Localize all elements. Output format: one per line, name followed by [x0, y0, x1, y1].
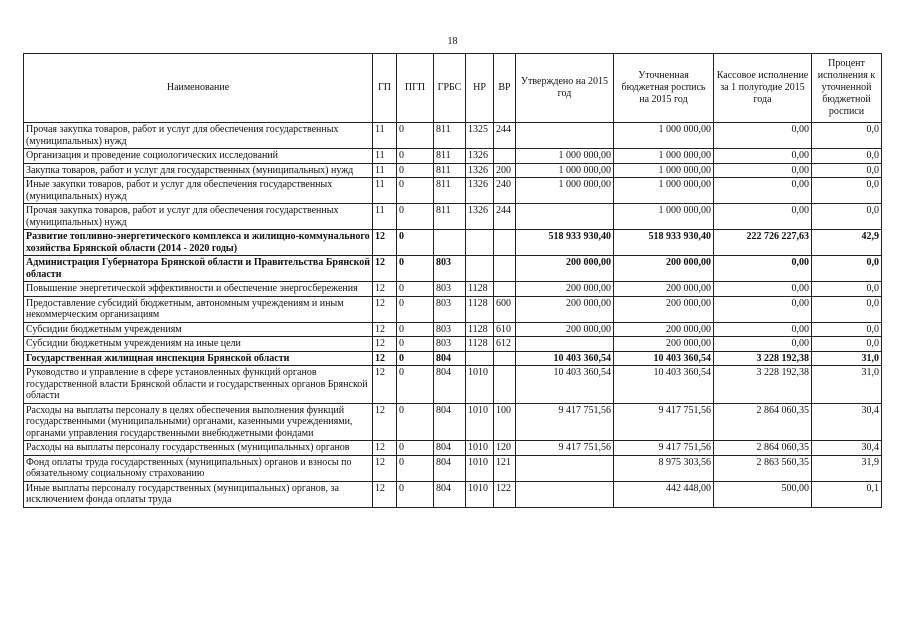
cell-specified: 8 975 303,56	[614, 455, 714, 481]
table-row	[24, 230, 882, 256]
cell-gp: 11	[373, 163, 397, 178]
table-row	[24, 296, 882, 322]
cell-vr: 121	[494, 455, 516, 481]
cell-cash: 0,00	[714, 123, 812, 149]
cell-np: 1010	[466, 441, 494, 456]
cell-np	[466, 230, 494, 256]
cell-vr: 240	[494, 178, 516, 204]
header-name: Наименование	[24, 54, 373, 123]
cell-np: 1128	[466, 282, 494, 297]
cell-gp: 12	[373, 337, 397, 352]
cell-cash: 0,00	[714, 337, 812, 352]
cell-pgp: 0	[397, 481, 434, 507]
cell-approved: 518 933 930,40	[516, 230, 614, 256]
cell-vr	[494, 351, 516, 366]
cell-grbs: 803	[434, 322, 466, 337]
cell-approved	[516, 455, 614, 481]
cell-specified: 10 403 360,54	[614, 351, 714, 366]
cell-cash: 2 863 560,35	[714, 455, 812, 481]
cell-gp: 11	[373, 204, 397, 230]
cell-name: Руководство и управление в сфере установленных функций органов государственной власти Брянской области и государственных органов Брянской области	[24, 366, 373, 404]
header-gp: ГП	[373, 54, 397, 123]
cell-cash: 3 228 192,38	[714, 366, 812, 404]
cell-gp: 11	[373, 178, 397, 204]
cell-specified: 200 000,00	[614, 256, 714, 282]
cell-vr: 610	[494, 322, 516, 337]
cell-vr: 120	[494, 441, 516, 456]
cell-cash: 500,00	[714, 481, 812, 507]
cell-cash: 0,00	[714, 256, 812, 282]
cell-gp: 12	[373, 296, 397, 322]
cell-vr: 100	[494, 403, 516, 441]
cell-percent: 0,1	[812, 481, 882, 507]
cell-percent: 31,9	[812, 455, 882, 481]
cell-pgp: 0	[397, 230, 434, 256]
cell-approved: 200 000,00	[516, 296, 614, 322]
cell-percent: 0,0	[812, 123, 882, 149]
cell-cash: 3 228 192,38	[714, 351, 812, 366]
cell-percent: 0,0	[812, 296, 882, 322]
table-row	[24, 256, 882, 282]
cell-np	[466, 351, 494, 366]
cell-grbs: 803	[434, 296, 466, 322]
cell-name: Прочая закупка товаров, работ и услуг для обеспечения государственных (муниципальных) нужд	[24, 204, 373, 230]
cell-specified: 200 000,00	[614, 322, 714, 337]
cell-name: Фонд оплаты труда государственных (муниципальных) органов и взносы по обязательному социальному страхованию	[24, 455, 373, 481]
cell-approved: 200 000,00	[516, 256, 614, 282]
cell-gp: 12	[373, 403, 397, 441]
cell-specified: 442 448,00	[614, 481, 714, 507]
cell-approved	[516, 481, 614, 507]
cell-np: 1128	[466, 322, 494, 337]
cell-vr: 600	[494, 296, 516, 322]
table-row	[24, 481, 882, 507]
cell-cash: 0,00	[714, 204, 812, 230]
cell-grbs: 811	[434, 149, 466, 164]
cell-np: 1326	[466, 163, 494, 178]
cell-percent: 30,4	[812, 441, 882, 456]
cell-gp: 11	[373, 149, 397, 164]
cell-specified: 1 000 000,00	[614, 204, 714, 230]
cell-cash: 0,00	[714, 178, 812, 204]
cell-np: 1010	[466, 366, 494, 404]
table-row	[24, 123, 882, 149]
cell-specified: 9 417 751,56	[614, 441, 714, 456]
cell-approved	[516, 123, 614, 149]
cell-gp: 12	[373, 481, 397, 507]
cell-grbs: 804	[434, 351, 466, 366]
cell-gp: 12	[373, 256, 397, 282]
table-row	[24, 337, 882, 352]
cell-vr	[494, 256, 516, 282]
cell-pgp: 0	[397, 455, 434, 481]
cell-grbs: 811	[434, 178, 466, 204]
cell-grbs: 803	[434, 337, 466, 352]
cell-specified: 518 933 930,40	[614, 230, 714, 256]
cell-cash: 0,00	[714, 296, 812, 322]
cell-np: 1010	[466, 455, 494, 481]
cell-pgp: 0	[397, 366, 434, 404]
cell-percent: 42,9	[812, 230, 882, 256]
cell-np: 1326	[466, 178, 494, 204]
cell-grbs: 804	[434, 455, 466, 481]
cell-gp: 12	[373, 455, 397, 481]
table-row	[24, 403, 882, 441]
cell-approved	[516, 337, 614, 352]
cell-percent: 0,0	[812, 149, 882, 164]
cell-grbs: 804	[434, 366, 466, 404]
cell-gp: 12	[373, 441, 397, 456]
cell-name: Администрация Губернатора Брянской области и Правительства Брянской области	[24, 256, 373, 282]
cell-specified: 10 403 360,54	[614, 366, 714, 404]
cell-np	[466, 256, 494, 282]
cell-vr: 200	[494, 163, 516, 178]
table-row	[24, 351, 882, 366]
cell-approved: 9 417 751,56	[516, 441, 614, 456]
cell-approved: 9 417 751,56	[516, 403, 614, 441]
cell-name: Повышение энергетической эффективности и обеспечение энергосбережения	[24, 282, 373, 297]
cell-cash: 222 726 227,63	[714, 230, 812, 256]
table-header-row	[24, 54, 882, 123]
cell-approved	[516, 204, 614, 230]
cell-approved: 200 000,00	[516, 282, 614, 297]
cell-specified: 1 000 000,00	[614, 149, 714, 164]
cell-name: Предоставление субсидий бюджетным, автономным учреждениям и иным некоммерческим организациям	[24, 296, 373, 322]
table-row	[24, 455, 882, 481]
cell-pgp: 0	[397, 337, 434, 352]
cell-gp: 12	[373, 366, 397, 404]
cell-vr	[494, 366, 516, 404]
cell-percent: 0,0	[812, 178, 882, 204]
cell-percent: 0,0	[812, 204, 882, 230]
cell-name: Прочая закупка товаров, работ и услуг для обеспечения государственных (муниципальных) нужд	[24, 123, 373, 149]
table-body	[24, 123, 882, 508]
cell-approved: 1 000 000,00	[516, 163, 614, 178]
cell-percent: 0,0	[812, 282, 882, 297]
cell-pgp: 0	[397, 441, 434, 456]
cell-pgp: 0	[397, 204, 434, 230]
cell-cash: 0,00	[714, 163, 812, 178]
cell-specified: 9 417 751,56	[614, 403, 714, 441]
page-number: 18	[447, 36, 458, 47]
cell-pgp: 0	[397, 351, 434, 366]
cell-specified: 1 000 000,00	[614, 163, 714, 178]
cell-grbs	[434, 230, 466, 256]
cell-np: 1325	[466, 123, 494, 149]
table-row	[24, 366, 882, 404]
table-row	[24, 204, 882, 230]
cell-cash: 0,00	[714, 282, 812, 297]
cell-pgp: 0	[397, 178, 434, 204]
cell-gp: 12	[373, 322, 397, 337]
cell-vr: 244	[494, 123, 516, 149]
cell-percent: 0,0	[812, 256, 882, 282]
cell-name: Государственная жилищная инспекция Брянской области	[24, 351, 373, 366]
cell-grbs: 804	[434, 403, 466, 441]
cell-vr	[494, 282, 516, 297]
cell-vr: 244	[494, 204, 516, 230]
cell-specified: 200 000,00	[614, 282, 714, 297]
cell-grbs: 804	[434, 441, 466, 456]
cell-cash: 0,00	[714, 322, 812, 337]
cell-percent: 30,4	[812, 403, 882, 441]
cell-grbs: 811	[434, 163, 466, 178]
cell-approved: 200 000,00	[516, 322, 614, 337]
cell-name: Закупка товаров, работ и услуг для государственных (муниципальных) нужд	[24, 163, 373, 178]
cell-grbs: 803	[434, 256, 466, 282]
cell-vr: 122	[494, 481, 516, 507]
cell-pgp: 0	[397, 123, 434, 149]
cell-pgp: 0	[397, 149, 434, 164]
cell-gp: 12	[373, 351, 397, 366]
table-row	[24, 322, 882, 337]
table-row	[24, 163, 882, 178]
cell-cash: 2 864 060,35	[714, 403, 812, 441]
cell-np: 1010	[466, 403, 494, 441]
table-row	[24, 149, 882, 164]
cell-pgp: 0	[397, 403, 434, 441]
cell-grbs: 804	[434, 481, 466, 507]
cell-pgp: 0	[397, 296, 434, 322]
cell-name: Организация и проведение социологических исследований	[24, 149, 373, 164]
cell-vr	[494, 149, 516, 164]
header-cash: Кассовое исполнение за 1 полугодие 2015 года	[714, 54, 812, 123]
cell-pgp: 0	[397, 322, 434, 337]
header-np: НР	[466, 54, 494, 123]
cell-cash: 2 864 060,35	[714, 441, 812, 456]
cell-specified: 1 000 000,00	[614, 123, 714, 149]
cell-pgp: 0	[397, 163, 434, 178]
cell-np: 1128	[466, 296, 494, 322]
cell-name: Расходы на выплаты персоналу государственных (муниципальных) органов	[24, 441, 373, 456]
cell-gp: 11	[373, 123, 397, 149]
header-approved: Утверждено на 2015 год	[516, 54, 614, 123]
budget-execution-table	[23, 53, 882, 508]
cell-specified: 200 000,00	[614, 296, 714, 322]
cell-approved: 1 000 000,00	[516, 149, 614, 164]
cell-vr	[494, 230, 516, 256]
table-row	[24, 178, 882, 204]
cell-name: Иные выплаты персоналу государственных (муниципальных) органов, за исключением фонда оплаты труда	[24, 481, 373, 507]
cell-grbs: 803	[434, 282, 466, 297]
cell-np: 1326	[466, 149, 494, 164]
table-row	[24, 282, 882, 297]
cell-pgp: 0	[397, 282, 434, 297]
cell-specified: 200 000,00	[614, 337, 714, 352]
cell-vr: 612	[494, 337, 516, 352]
cell-name: Развитие топливно-энергетического комплекса и жилищно-коммунального хозяйства Брянской области (2014 - 2020 годы)	[24, 230, 373, 256]
cell-cash: 0,00	[714, 149, 812, 164]
cell-approved: 10 403 360,54	[516, 351, 614, 366]
cell-percent: 0,0	[812, 322, 882, 337]
cell-gp: 12	[373, 282, 397, 297]
cell-percent: 0,0	[812, 163, 882, 178]
cell-name: Иные закупки товаров, работ и услуг для обеспечения государственных (муниципальных) нужд	[24, 178, 373, 204]
cell-name: Субсидии бюджетным учреждениям на иные цели	[24, 337, 373, 352]
cell-name: Расходы на выплаты персоналу в целях обеспечения выполнения функций государственными (муниципальными) органами, казенными учреждениями, органами управления государственными внебюджетными фондами	[24, 403, 373, 441]
header-percent: Процент исполнения к уточненной бюджетной росписи	[812, 54, 882, 123]
cell-gp: 12	[373, 230, 397, 256]
cell-approved: 1 000 000,00	[516, 178, 614, 204]
cell-approved: 10 403 360,54	[516, 366, 614, 404]
header-specified: Уточненная бюджетная роспись на 2015 год	[614, 54, 714, 123]
cell-percent: 31,0	[812, 351, 882, 366]
cell-specified: 1 000 000,00	[614, 178, 714, 204]
cell-np: 1326	[466, 204, 494, 230]
cell-percent: 31,0	[812, 366, 882, 404]
cell-grbs: 811	[434, 204, 466, 230]
cell-percent: 0,0	[812, 337, 882, 352]
cell-np: 1010	[466, 481, 494, 507]
table-row	[24, 441, 882, 456]
header-pgp: ПГП	[397, 54, 434, 123]
cell-grbs: 811	[434, 123, 466, 149]
header-grbs: ГРБС	[434, 54, 466, 123]
header-vr: ВР	[494, 54, 516, 123]
cell-name: Субсидии бюджетным учреждениям	[24, 322, 373, 337]
cell-np: 1128	[466, 337, 494, 352]
cell-pgp: 0	[397, 256, 434, 282]
